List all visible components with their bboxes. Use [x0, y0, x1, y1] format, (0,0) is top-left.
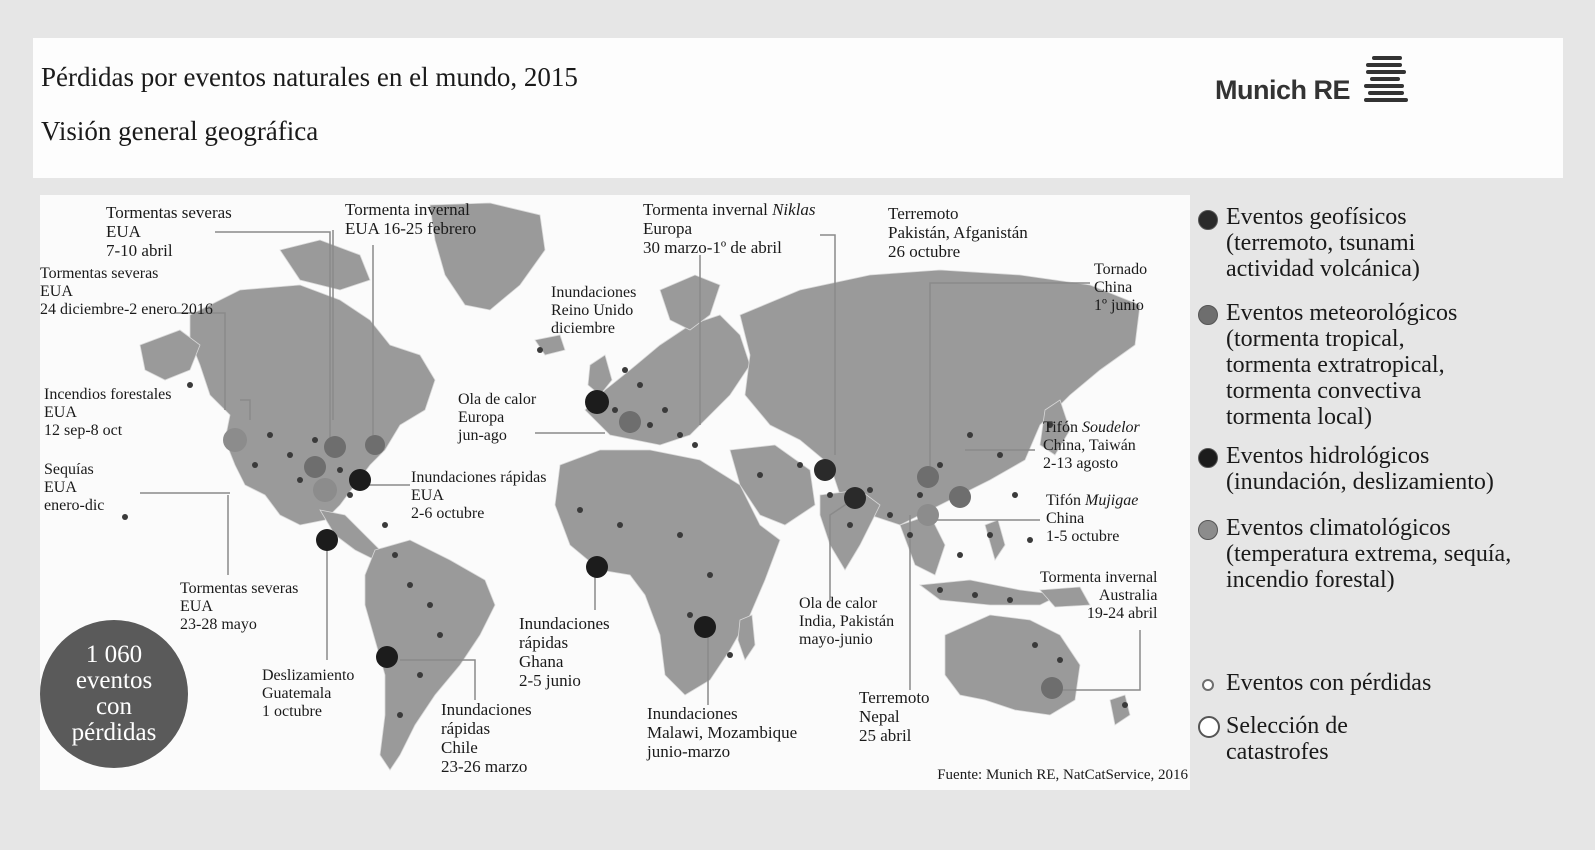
event-dot: [397, 712, 403, 718]
legend-line: Eventos meteorológicos: [1226, 300, 1458, 326]
annotation-line: Inundaciones: [441, 700, 532, 719]
event-dot: [937, 587, 943, 593]
event-dot: [797, 462, 803, 468]
annotation-line: Tormenta invernal Niklas: [643, 200, 816, 219]
legend-text: [1226, 515, 1511, 593]
small-dot-icon: [1202, 679, 1214, 691]
event-dot: [392, 552, 398, 558]
australia-landmass: [945, 615, 1080, 715]
annotation-line: Pakistán, Afganistán: [888, 223, 1028, 242]
annotation-line: Incendios forestales: [44, 386, 172, 403]
annotation-line: 1 octubre: [262, 703, 322, 720]
event-dot: [312, 437, 318, 443]
annotation-line: enero-dic: [44, 497, 105, 514]
event-dot: [187, 382, 193, 388]
annotation-line: China: [1094, 279, 1133, 296]
annotation-label: [643, 200, 816, 257]
legend-line: (temperatura extrema, sequía,: [1226, 541, 1512, 567]
annotation-line: Tornado: [1094, 261, 1148, 278]
event-dot: [1032, 642, 1038, 648]
annotation-label: [40, 265, 213, 319]
event-dot: [887, 512, 893, 518]
event-dot: [1057, 657, 1063, 663]
count-line: pérdidas: [71, 719, 157, 746]
catastrophe-marker: [324, 436, 346, 458]
annotation-line: Reino Unido: [551, 302, 634, 319]
annotation-line: EUA: [180, 598, 213, 615]
annotation-line: junio-marzo: [647, 742, 731, 761]
outline-circle-icon: [1198, 716, 1220, 738]
event-dot: [647, 422, 653, 428]
event-dot: [382, 522, 388, 528]
annotation-line: Australia: [1098, 587, 1158, 604]
event-dot: [847, 522, 853, 528]
annotation-line: EUA: [40, 283, 73, 300]
legend-line: tormenta extratropical,: [1226, 352, 1445, 378]
source-note: Fuente: Munich RE, NatCatService, 2016: [937, 767, 1188, 783]
annotation-line: Sequías: [44, 461, 94, 478]
annotation-line: Europa: [458, 409, 505, 426]
annotation-line: EUA: [44, 479, 77, 496]
annotation-line: Tifón Soudelor: [1043, 419, 1140, 436]
annotation-line: 7-10 abril: [106, 241, 173, 260]
annotation-line: EUA 16-25 febrero: [345, 219, 477, 238]
event-dot: [997, 452, 1003, 458]
event-dot: [937, 462, 943, 468]
event-dot: [122, 514, 128, 520]
event-dot: [622, 367, 628, 373]
annotation-line: 2-6 octubre: [411, 505, 485, 522]
event-dot: [1012, 492, 1018, 498]
annotation-line: Tormenta invernal: [345, 200, 470, 219]
event-dot: [687, 612, 693, 618]
count-line: eventos: [75, 667, 153, 694]
annotation-line: mayo-junio: [799, 631, 873, 648]
annotation-label: [647, 704, 797, 761]
event-dot: [437, 632, 443, 638]
annotation-line: Terremoto: [859, 688, 930, 707]
north-america-landmass: [190, 285, 435, 525]
annotation-line: 24 diciembre-2 enero 2016: [40, 301, 213, 318]
annotation-line: Inundaciones: [519, 614, 610, 633]
annotation-line: Malawi, Mozambique: [647, 723, 798, 742]
annotation-label: [1046, 492, 1138, 546]
event-dot: [727, 652, 733, 658]
event-dot: [987, 532, 993, 538]
event-dot: [252, 462, 258, 468]
event-dot: [427, 602, 433, 608]
legend-line: Eventos geofísicos: [1226, 204, 1407, 230]
annotation-line: EUA: [44, 404, 77, 421]
annotation-line: 30 marzo-1º de abril: [643, 238, 782, 257]
meteorological-dot-icon: [1198, 305, 1218, 325]
annotation-label: [441, 700, 532, 776]
annotation-line: Europa: [643, 219, 693, 238]
annotation-line: 25 abril: [859, 726, 912, 745]
annotation-label: [106, 203, 232, 260]
hydrological-dot-icon: [1198, 448, 1218, 468]
catastrophe-marker: [586, 556, 608, 578]
legend-text: [1226, 670, 1431, 696]
event-dot: [692, 442, 698, 448]
legend-line: catastrofes: [1226, 739, 1329, 765]
annotation-label: [519, 614, 610, 690]
catastrophe-marker: [365, 435, 385, 455]
catastrophe-marker: [917, 466, 939, 488]
event-dot: [267, 432, 273, 438]
event-dot: [637, 382, 643, 388]
legend-text: [1226, 713, 1348, 765]
event-dot: [1027, 537, 1033, 543]
event-dot: [347, 492, 353, 498]
legend-line: Selección de: [1226, 713, 1348, 739]
annotation-line: rápidas: [519, 633, 569, 652]
annotation-label: [1043, 419, 1140, 473]
annotation-label: [262, 667, 354, 721]
new-zealand-landmass: [1110, 695, 1130, 725]
legend-line: actividad volcánica): [1226, 256, 1420, 282]
event-dot: [577, 507, 583, 513]
event-dot: [867, 487, 873, 493]
map-panel: [40, 195, 1190, 790]
legend-line: Eventos climatológicos: [1226, 515, 1451, 541]
event-dot: [537, 347, 543, 353]
event-dot: [1122, 702, 1128, 708]
legend-line: (inundación, deslizamiento): [1226, 469, 1494, 495]
annotation-line: Inundaciones: [647, 704, 738, 723]
catastrophe-marker: [223, 428, 247, 452]
annotation-line: EUA: [106, 222, 141, 241]
annotation-line: 2-13 agosto: [1043, 455, 1119, 472]
annotation-label: [888, 204, 1028, 261]
event-dot: [417, 672, 423, 678]
annotation-label: [1094, 261, 1147, 315]
annotation-line: jun-ago: [458, 427, 507, 444]
annotation-line: 23-26 marzo: [441, 757, 528, 776]
page-subtitle: Visión general geográfica: [41, 116, 319, 146]
annotation-line: Nepal: [859, 707, 900, 726]
annotation-line: 23-28 mayo: [180, 616, 257, 633]
annotation-label: [458, 391, 536, 445]
event-dot: [337, 467, 343, 473]
catastrophe-marker: [316, 529, 338, 551]
legend-line: Eventos con pérdidas: [1226, 670, 1432, 696]
annotation-line: Ola de calor: [799, 595, 878, 612]
annotation-line: Tifón Mujigae: [1046, 492, 1139, 509]
catastrophe-marker: [304, 456, 326, 478]
annotation-line: Inundaciones rápidas: [411, 469, 547, 486]
annotation-line: Tormentas severas: [180, 580, 299, 597]
event-count-badge: [40, 620, 188, 768]
philippines-landmass: [985, 520, 1005, 560]
legend-line: incendio forestal): [1226, 567, 1395, 593]
event-dot: [677, 432, 683, 438]
annotation-line: Ghana: [519, 652, 564, 671]
annotation-line: China: [1046, 510, 1085, 527]
logo-stripes-icon: [1358, 50, 1414, 110]
event-dot: [662, 407, 668, 413]
catastrophe-marker: [619, 411, 641, 433]
annotation-line: 19-24 abril: [1086, 605, 1158, 622]
event-dot: [972, 592, 978, 598]
count-line: 1 060: [85, 641, 143, 668]
annotation-line: Tormenta invernal: [1040, 569, 1158, 586]
event-dot: [757, 472, 763, 478]
legend-line: Eventos hidrológicos: [1226, 443, 1430, 469]
annotation-line: Guatemala: [262, 685, 332, 702]
annotation-line: EUA: [411, 487, 444, 504]
catastrophe-marker: [949, 486, 971, 508]
annotation-line: 26 octubre: [888, 242, 961, 261]
annotation-line: rápidas: [441, 719, 491, 738]
event-dot: [1007, 597, 1013, 603]
catastrophe-marker: [313, 478, 337, 502]
annotation-label: [411, 469, 547, 523]
arctic-islands: [280, 240, 370, 290]
legend-line: (tormenta tropical,: [1226, 326, 1405, 352]
event-dot: [707, 572, 713, 578]
annotation-label: [44, 461, 104, 515]
annotation-line: Inundaciones: [551, 284, 637, 301]
annotation-line: Chile: [441, 738, 478, 757]
catastrophe-marker: [349, 469, 371, 491]
page-title: Pérdidas por eventos naturales en el mundo, 2015: [41, 62, 578, 92]
annotation-line: 2-5 junio: [519, 671, 581, 690]
legend-line: tormenta convectiva: [1226, 378, 1422, 404]
logo-text: Munich RE: [1215, 74, 1350, 105]
catastrophe-marker: [844, 487, 866, 509]
annotation-line: Terremoto: [888, 204, 959, 223]
legend-line: (terremoto, tsunami: [1226, 230, 1416, 256]
legend-line: tormenta local): [1226, 404, 1372, 430]
event-dot: [287, 452, 293, 458]
legend-text: [1226, 300, 1457, 430]
count-line: con: [95, 693, 133, 720]
header-panel: [33, 38, 1563, 178]
annotation-line: diciembre: [551, 320, 615, 337]
annotation-label: [799, 595, 894, 649]
annotation-label: [1040, 569, 1158, 623]
catastrophe-marker: [917, 504, 939, 526]
annotation-line: Deslizamiento: [262, 667, 355, 684]
legend-text: [1226, 204, 1420, 282]
event-dot: [967, 432, 973, 438]
annotation-line: 1º junio: [1094, 297, 1144, 314]
event-dot: [907, 532, 913, 538]
legend-text: [1226, 443, 1494, 495]
geophysical-dot-icon: [1198, 210, 1218, 230]
event-dot: [612, 407, 618, 413]
catastrophe-marker: [585, 390, 609, 414]
event-dot: [297, 477, 303, 483]
event-dot: [827, 492, 833, 498]
annotation-line: 1-5 octubre: [1046, 528, 1120, 545]
annotation-label: [345, 200, 476, 238]
annotation-line: China, Taiwán: [1043, 437, 1136, 454]
annotation-label: [859, 688, 930, 745]
catastrophe-marker: [376, 646, 398, 668]
catastrophe-marker: [1041, 677, 1063, 699]
event-dot: [407, 582, 413, 588]
event-dot: [677, 532, 683, 538]
annotation-line: Tormentas severas: [106, 203, 232, 222]
event-dot: [617, 522, 623, 528]
munich-re-logo: [1215, 50, 1414, 110]
event-dot: [957, 552, 963, 558]
catastrophe-marker: [694, 616, 716, 638]
annotation-label: [180, 580, 298, 634]
annotation-label: [44, 386, 172, 440]
annotation-line: India, Pakistán: [799, 613, 895, 630]
annotation-label: [551, 284, 636, 338]
catastrophe-marker: [814, 459, 836, 481]
annotation-line: Tormentas severas: [40, 265, 159, 282]
annotation-line: Ola de calor: [458, 391, 537, 408]
annotation-line: 12 sep-8 oct: [44, 422, 123, 439]
madagascar-landmass: [738, 615, 755, 660]
event-dot: [917, 492, 923, 498]
climatological-dot-icon: [1198, 520, 1218, 540]
